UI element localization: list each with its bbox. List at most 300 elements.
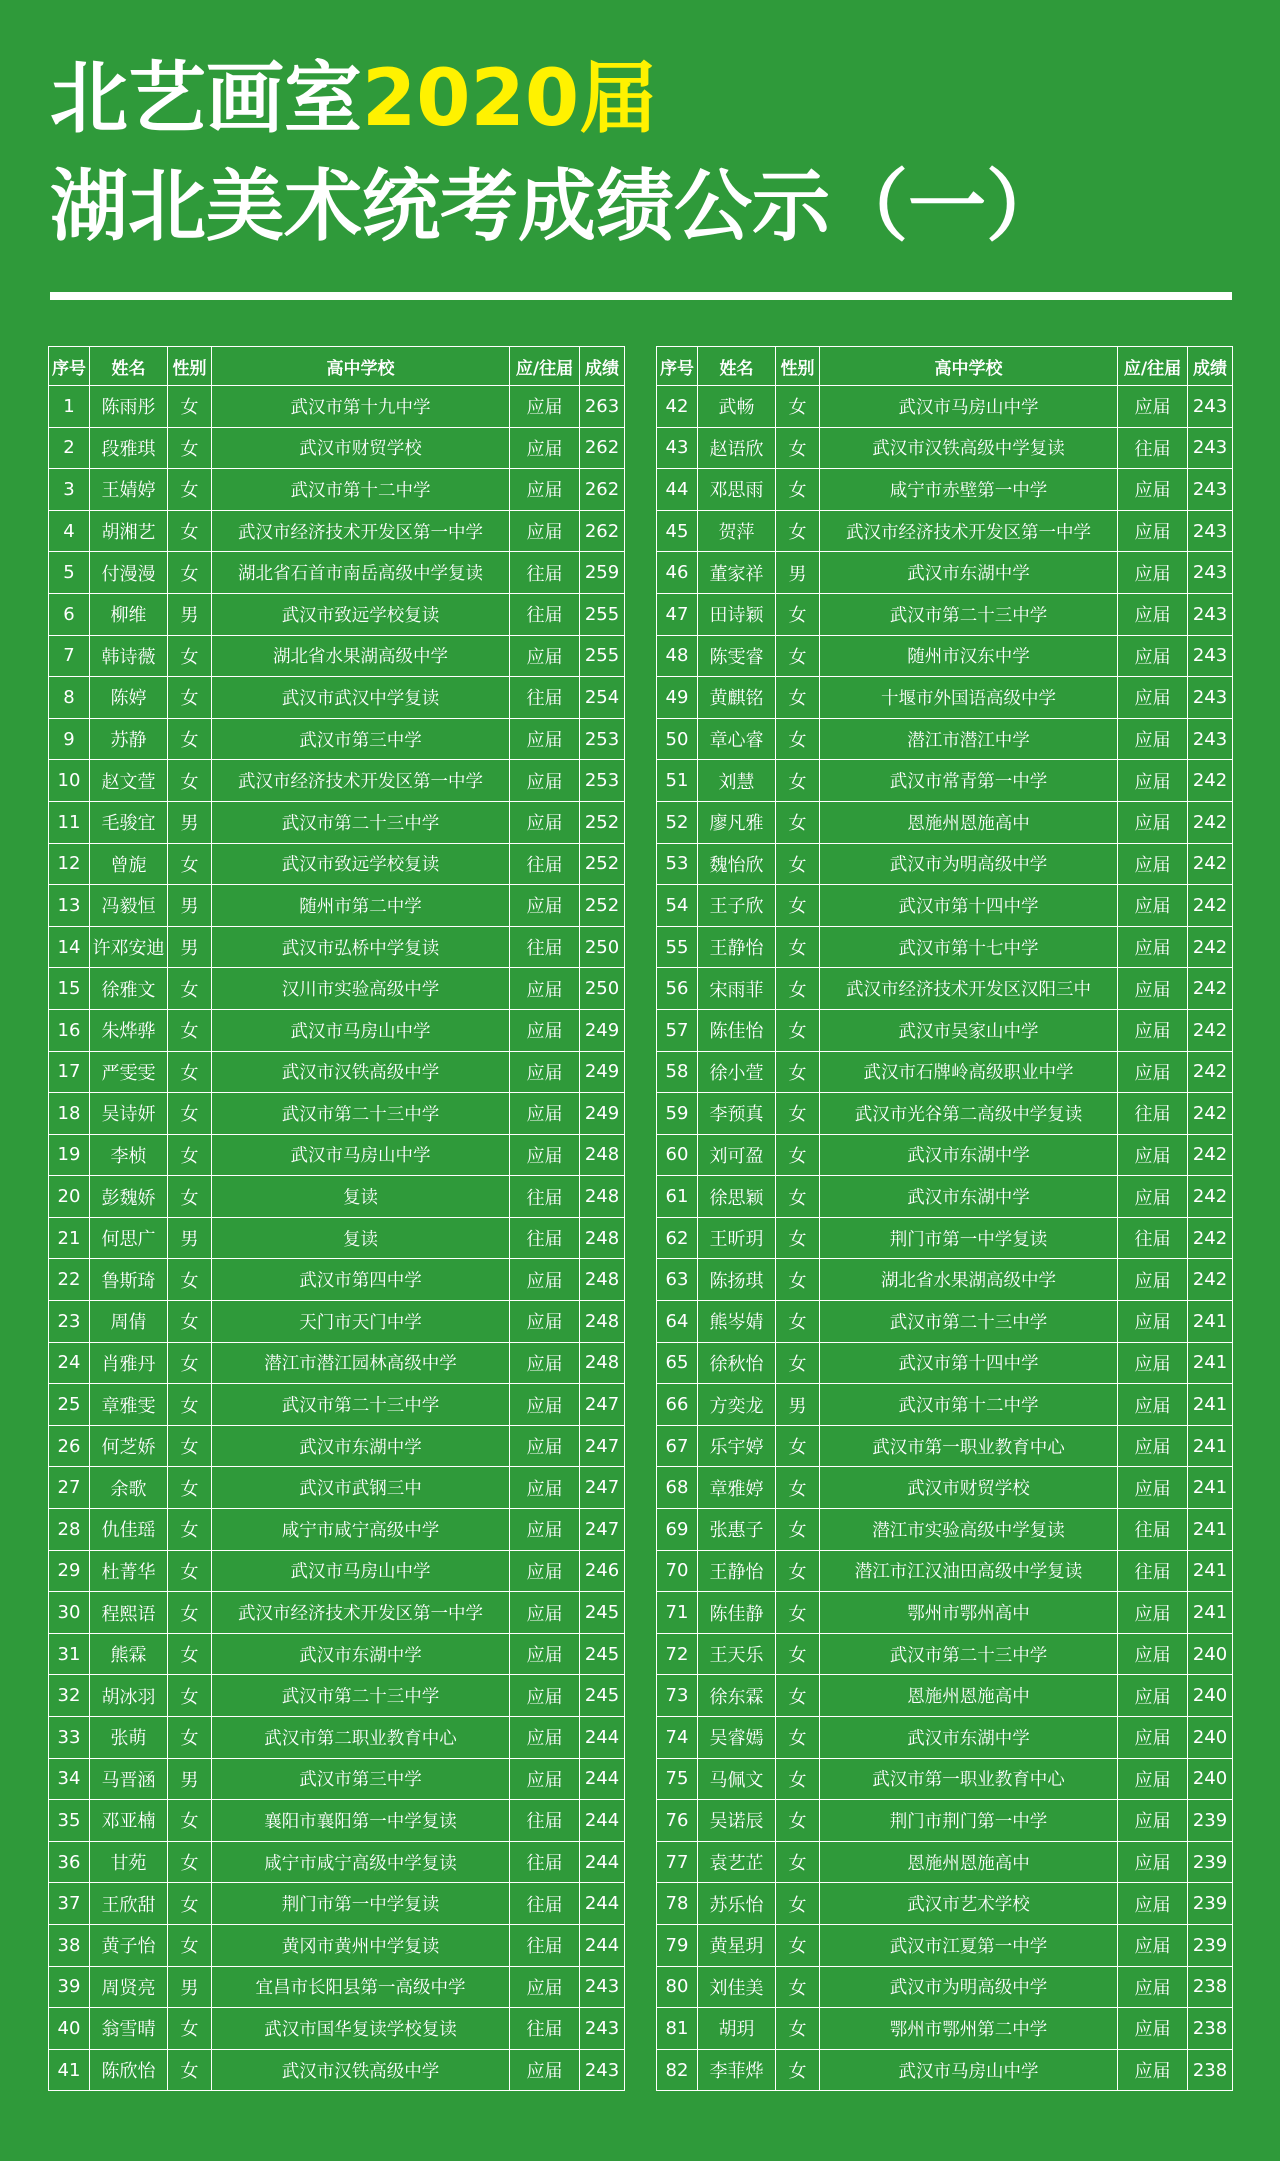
table-row <box>49 593 625 635</box>
high-school: 武汉市东湖中学 <box>820 1134 1118 1176</box>
student-name: 周倩 <box>90 1301 168 1343</box>
score: 240 <box>1188 1633 1233 1675</box>
score: 247 <box>580 1425 625 1467</box>
high-school: 武汉市第十四中学 <box>820 885 1118 927</box>
gender: 女 <box>776 593 820 635</box>
high-school: 恩施州恩施高中 <box>820 1675 1118 1717</box>
score: 243 <box>1188 635 1233 677</box>
title-studio: 北艺画室 <box>50 54 363 144</box>
header-school: 高中学校 <box>820 347 1118 386</box>
table-row <box>657 1550 1233 1592</box>
row-number: 3 <box>49 469 90 511</box>
student-name: 张萌 <box>90 1717 168 1759</box>
gender: 女 <box>168 1717 212 1759</box>
score: 242 <box>1188 1176 1233 1218</box>
graduate-type: 应届 <box>1118 1800 1188 1842</box>
table-row <box>49 1509 625 1551</box>
gender: 女 <box>168 1342 212 1384</box>
high-school: 武汉市第三中学 <box>212 1758 510 1800</box>
table-row <box>49 1717 625 1759</box>
high-school: 武汉市致远学校复读 <box>212 843 510 885</box>
graduate-type: 应届 <box>1118 1259 1188 1301</box>
high-school: 武汉市第十二中学 <box>212 469 510 511</box>
gender: 女 <box>168 1301 212 1343</box>
high-school: 武汉市第二十三中学 <box>212 1384 510 1426</box>
row-number: 82 <box>657 2049 698 2091</box>
gender: 女 <box>168 2049 212 2091</box>
graduate-type: 应届 <box>1118 1675 1188 1717</box>
table-row <box>657 1301 1233 1343</box>
table-row <box>657 2008 1233 2050</box>
score-table-left <box>48 346 625 2091</box>
row-number: 58 <box>657 1051 698 1093</box>
student-name: 袁艺芷 <box>698 1841 776 1883</box>
high-school: 武汉市经济技术开发区第一中学 <box>212 510 510 552</box>
high-school: 复读 <box>212 1217 510 1259</box>
high-school: 武汉市武汉中学复读 <box>212 677 510 719</box>
high-school: 武汉市东湖中学 <box>820 1717 1118 1759</box>
high-school: 十堰市外国语高级中学 <box>820 677 1118 719</box>
graduate-type: 应届 <box>510 1134 580 1176</box>
score: 242 <box>1188 885 1233 927</box>
graduate-type: 应届 <box>1118 1425 1188 1467</box>
score: 242 <box>1188 1217 1233 1259</box>
row-number: 35 <box>49 1800 90 1842</box>
high-school: 武汉市东湖中学 <box>212 1425 510 1467</box>
table-row <box>49 760 625 802</box>
gender: 男 <box>776 552 820 594</box>
high-school: 天门市天门中学 <box>212 1301 510 1343</box>
score: 244 <box>580 1800 625 1842</box>
student-name: 刘慧 <box>698 760 776 802</box>
score: 245 <box>580 1592 625 1634</box>
score: 248 <box>580 1342 625 1384</box>
gender: 男 <box>168 593 212 635</box>
score: 262 <box>580 510 625 552</box>
graduate-type: 应届 <box>510 1009 580 1051</box>
student-name: 朱烨骅 <box>90 1009 168 1051</box>
score: 249 <box>580 1009 625 1051</box>
graduate-type: 应届 <box>1118 760 1188 802</box>
gender: 女 <box>168 1675 212 1717</box>
score: 243 <box>1188 510 1233 552</box>
gender: 女 <box>776 469 820 511</box>
score: 247 <box>580 1384 625 1426</box>
table-row <box>657 1384 1233 1426</box>
graduate-type: 应届 <box>510 1550 580 1592</box>
gender: 男 <box>776 1384 820 1426</box>
score: 248 <box>580 1217 625 1259</box>
score: 263 <box>580 386 625 428</box>
student-name: 徐雅文 <box>90 968 168 1010</box>
row-number: 37 <box>49 1883 90 1925</box>
table-row <box>657 885 1233 927</box>
table-row <box>49 968 625 1010</box>
student-name: 付漫漫 <box>90 552 168 594</box>
title-divider <box>50 292 1232 300</box>
table-row <box>49 1550 625 1592</box>
header-name: 姓名 <box>698 347 776 386</box>
row-number: 33 <box>49 1717 90 1759</box>
high-school: 武汉市第二十三中学 <box>212 1675 510 1717</box>
high-school: 恩施州恩施高中 <box>820 1841 1118 1883</box>
high-school: 咸宁市赤壁第一中学 <box>820 469 1118 511</box>
row-number: 51 <box>657 760 698 802</box>
score: 239 <box>1188 1841 1233 1883</box>
table-row <box>49 635 625 677</box>
student-name: 苏乐怡 <box>698 1883 776 1925</box>
gender: 女 <box>168 1633 212 1675</box>
table-row <box>657 593 1233 635</box>
table-row <box>657 2049 1233 2091</box>
row-number: 61 <box>657 1176 698 1218</box>
student-name: 王静怡 <box>698 926 776 968</box>
high-school: 鄂州市鄂州高中 <box>820 1592 1118 1634</box>
student-name: 何芝娇 <box>90 1425 168 1467</box>
high-school: 武汉市马房山中学 <box>212 1134 510 1176</box>
gender: 女 <box>168 1509 212 1551</box>
graduate-type: 应届 <box>1118 1176 1188 1218</box>
graduate-type: 应届 <box>1118 1924 1188 1966</box>
high-school: 武汉市马房山中学 <box>212 1550 510 1592</box>
table-header-row <box>657 347 1233 386</box>
table-row <box>657 1134 1233 1176</box>
gender: 女 <box>776 843 820 885</box>
student-name: 王婧婷 <box>90 469 168 511</box>
header-number: 序号 <box>49 347 90 386</box>
header-score: 成绩 <box>580 347 625 386</box>
student-name: 宋雨菲 <box>698 968 776 1010</box>
score: 244 <box>580 1924 625 1966</box>
row-number: 50 <box>657 718 698 760</box>
student-name: 苏静 <box>90 718 168 760</box>
high-school: 荆门市第一中学复读 <box>820 1217 1118 1259</box>
student-name: 王静怡 <box>698 1550 776 1592</box>
gender: 女 <box>776 1342 820 1384</box>
graduate-type: 应届 <box>510 1758 580 1800</box>
graduate-type: 应届 <box>1118 1301 1188 1343</box>
row-number: 64 <box>657 1301 698 1343</box>
gender: 女 <box>168 635 212 677</box>
graduate-type: 应届 <box>510 1093 580 1135</box>
score: 242 <box>1188 1009 1233 1051</box>
high-school: 湖北省水果湖高级中学 <box>212 635 510 677</box>
table-row <box>49 1134 625 1176</box>
high-school: 武汉市经济技术开发区第一中学 <box>820 510 1118 552</box>
table-row <box>657 1217 1233 1259</box>
table-row <box>49 1966 625 2008</box>
graduate-type: 应届 <box>1118 469 1188 511</box>
score: 241 <box>1188 1592 1233 1634</box>
student-name: 鲁斯琦 <box>90 1259 168 1301</box>
high-school: 武汉市第三中学 <box>212 718 510 760</box>
high-school: 荆门市第一中学复读 <box>212 1883 510 1925</box>
gender: 男 <box>168 926 212 968</box>
row-number: 7 <box>49 635 90 677</box>
gender: 女 <box>168 510 212 552</box>
student-name: 吴诗妍 <box>90 1093 168 1135</box>
high-school: 武汉市经济技术开发区第一中学 <box>212 1592 510 1634</box>
row-number: 21 <box>49 1217 90 1259</box>
table-row <box>49 2049 625 2091</box>
row-number: 10 <box>49 760 90 802</box>
high-school: 武汉市马房山中学 <box>820 386 1118 428</box>
score: 241 <box>1188 1342 1233 1384</box>
student-name: 陈雨彤 <box>90 386 168 428</box>
graduate-type: 应届 <box>1118 801 1188 843</box>
score: 242 <box>1188 1093 1233 1135</box>
high-school: 湖北省石首市南岳高级中学复读 <box>212 552 510 594</box>
student-name: 武畅 <box>698 386 776 428</box>
score: 249 <box>580 1093 625 1135</box>
table-row <box>49 1301 625 1343</box>
gender: 女 <box>776 1009 820 1051</box>
row-number: 1 <box>49 386 90 428</box>
graduate-type: 应届 <box>510 1301 580 1343</box>
student-name: 廖凡雅 <box>698 801 776 843</box>
graduate-type: 应届 <box>1118 510 1188 552</box>
gender: 女 <box>168 1800 212 1842</box>
student-name: 黄麒铭 <box>698 677 776 719</box>
header-school: 高中学校 <box>212 347 510 386</box>
table-row <box>49 469 625 511</box>
high-school: 武汉市为明高级中学 <box>820 843 1118 885</box>
row-number: 59 <box>657 1093 698 1135</box>
student-name: 毛骏宜 <box>90 801 168 843</box>
student-name: 胡玥 <box>698 2008 776 2050</box>
row-number: 79 <box>657 1924 698 1966</box>
high-school: 随州市第二中学 <box>212 885 510 927</box>
student-name: 章心睿 <box>698 718 776 760</box>
table-row <box>657 469 1233 511</box>
graduate-type: 应届 <box>510 1342 580 1384</box>
student-name: 张惠子 <box>698 1509 776 1551</box>
graduate-type: 往届 <box>1118 1509 1188 1551</box>
row-number: 63 <box>657 1259 698 1301</box>
graduate-type: 应届 <box>1118 1051 1188 1093</box>
high-school: 武汉市财贸学校 <box>212 427 510 469</box>
graduate-type: 应届 <box>1118 1134 1188 1176</box>
gender: 女 <box>776 2008 820 2050</box>
score: 242 <box>1188 801 1233 843</box>
student-name: 韩诗薇 <box>90 635 168 677</box>
student-name: 陈婷 <box>90 677 168 719</box>
score: 243 <box>580 2008 625 2050</box>
gender: 男 <box>168 1217 212 1259</box>
score: 250 <box>580 968 625 1010</box>
row-number: 11 <box>49 801 90 843</box>
score: 238 <box>1188 2049 1233 2091</box>
high-school: 武汉市经济技术开发区汉阳三中 <box>820 968 1118 1010</box>
table-row <box>49 1384 625 1426</box>
gender: 女 <box>776 1467 820 1509</box>
table-row <box>657 635 1233 677</box>
score: 241 <box>1188 1301 1233 1343</box>
gender: 女 <box>168 427 212 469</box>
gender: 女 <box>168 1550 212 1592</box>
score: 252 <box>580 843 625 885</box>
score: 242 <box>1188 926 1233 968</box>
score-table-right <box>656 346 1233 2091</box>
table-row <box>49 1841 625 1883</box>
gender: 女 <box>168 2008 212 2050</box>
row-number: 27 <box>49 1467 90 1509</box>
gender: 男 <box>168 801 212 843</box>
student-name: 李菲烨 <box>698 2049 776 2091</box>
gender: 女 <box>168 1176 212 1218</box>
score: 243 <box>1188 469 1233 511</box>
student-name: 程熙语 <box>90 1592 168 1634</box>
graduate-type: 应届 <box>510 760 580 802</box>
row-number: 73 <box>657 1675 698 1717</box>
high-school: 武汉市第一职业教育中心 <box>820 1425 1118 1467</box>
score: 244 <box>580 1717 625 1759</box>
high-school: 随州市汉东中学 <box>820 635 1118 677</box>
graduate-type: 应届 <box>510 801 580 843</box>
table-row <box>657 1675 1233 1717</box>
gender: 女 <box>776 1717 820 1759</box>
graduate-type: 应届 <box>1118 1966 1188 2008</box>
title-year: 2020届 <box>362 54 658 144</box>
gender: 女 <box>168 1924 212 1966</box>
student-name: 胡湘艺 <box>90 510 168 552</box>
table-row <box>657 1009 1233 1051</box>
student-name: 刘佳美 <box>698 1966 776 2008</box>
row-number: 41 <box>49 2049 90 2091</box>
score: 242 <box>1188 1134 1233 1176</box>
row-number: 24 <box>49 1342 90 1384</box>
high-school: 武汉市汉铁高级中学 <box>212 1051 510 1093</box>
high-school: 武汉市第二十三中学 <box>820 1301 1118 1343</box>
gender: 女 <box>168 1592 212 1634</box>
student-name: 王子欣 <box>698 885 776 927</box>
row-number: 32 <box>49 1675 90 1717</box>
gender: 女 <box>776 1051 820 1093</box>
graduate-type: 往届 <box>510 1176 580 1218</box>
graduate-type: 应届 <box>1118 2008 1188 2050</box>
gender: 女 <box>168 1384 212 1426</box>
graduate-type: 应届 <box>510 885 580 927</box>
row-number: 54 <box>657 885 698 927</box>
graduate-type: 应届 <box>1118 885 1188 927</box>
table-row <box>657 1176 1233 1218</box>
student-name: 杜菁华 <box>90 1550 168 1592</box>
score: 244 <box>580 1883 625 1925</box>
row-number: 42 <box>657 386 698 428</box>
graduate-type: 应届 <box>510 2049 580 2091</box>
graduate-type: 应届 <box>510 718 580 760</box>
poster-title <box>50 54 1230 268</box>
table-row <box>657 510 1233 552</box>
graduate-type: 应届 <box>1118 552 1188 594</box>
score: 239 <box>1188 1883 1233 1925</box>
score: 242 <box>1188 1259 1233 1301</box>
row-number: 36 <box>49 1841 90 1883</box>
table-row <box>657 1342 1233 1384</box>
gender: 女 <box>776 1093 820 1135</box>
row-number: 28 <box>49 1509 90 1551</box>
row-number: 67 <box>657 1425 698 1467</box>
score: 247 <box>580 1467 625 1509</box>
row-number: 74 <box>657 1717 698 1759</box>
score: 242 <box>1188 760 1233 802</box>
student-name: 王天乐 <box>698 1633 776 1675</box>
student-name: 陈雯睿 <box>698 635 776 677</box>
row-number: 62 <box>657 1217 698 1259</box>
gender: 男 <box>168 1758 212 1800</box>
row-number: 9 <box>49 718 90 760</box>
gender: 女 <box>168 1009 212 1051</box>
high-school: 武汉市为明高级中学 <box>820 1966 1118 2008</box>
row-number: 52 <box>657 801 698 843</box>
score: 243 <box>1188 386 1233 428</box>
high-school: 咸宁市咸宁高级中学复读 <box>212 1841 510 1883</box>
high-school: 武汉市国华复读学校复读 <box>212 2008 510 2050</box>
gender: 女 <box>168 1051 212 1093</box>
graduate-type: 应届 <box>510 1675 580 1717</box>
table-row <box>657 1717 1233 1759</box>
row-number: 43 <box>657 427 698 469</box>
table-header-row <box>49 347 625 386</box>
row-number: 4 <box>49 510 90 552</box>
student-name: 方奕龙 <box>698 1384 776 1426</box>
score: 243 <box>580 2049 625 2091</box>
graduate-type: 应届 <box>510 1633 580 1675</box>
gender: 女 <box>776 1675 820 1717</box>
gender: 女 <box>776 1301 820 1343</box>
score: 249 <box>580 1051 625 1093</box>
row-number: 44 <box>657 469 698 511</box>
gender: 女 <box>776 510 820 552</box>
high-school: 武汉市致远学校复读 <box>212 593 510 635</box>
high-school: 武汉市经济技术开发区第一中学 <box>212 760 510 802</box>
score: 243 <box>1188 552 1233 594</box>
score-rows-left <box>49 386 625 2091</box>
student-name: 刘可盈 <box>698 1134 776 1176</box>
student-name: 黄子怡 <box>90 1924 168 1966</box>
gender: 女 <box>776 1217 820 1259</box>
score: 241 <box>1188 1467 1233 1509</box>
score: 241 <box>1188 1509 1233 1551</box>
gender: 女 <box>776 1924 820 1966</box>
graduate-type: 应届 <box>1118 843 1188 885</box>
row-number: 49 <box>657 677 698 719</box>
score: 244 <box>580 1758 625 1800</box>
table-row <box>657 801 1233 843</box>
high-school: 武汉市第二十三中学 <box>212 1093 510 1135</box>
student-name: 柳维 <box>90 593 168 635</box>
student-name: 曾旎 <box>90 843 168 885</box>
high-school: 武汉市汉铁高级中学复读 <box>820 427 1118 469</box>
gender: 男 <box>168 1966 212 2008</box>
graduate-type: 应届 <box>1118 677 1188 719</box>
graduate-type: 应届 <box>1118 1592 1188 1634</box>
score: 243 <box>580 1966 625 2008</box>
row-number: 66 <box>657 1384 698 1426</box>
table-row <box>49 1342 625 1384</box>
high-school: 潜江市江汉油田高级中学复读 <box>820 1550 1118 1592</box>
row-number: 47 <box>657 593 698 635</box>
high-school: 武汉市第十四中学 <box>820 1342 1118 1384</box>
high-school: 襄阳市襄阳第一中学复读 <box>212 1800 510 1842</box>
header-number: 序号 <box>657 347 698 386</box>
high-school: 武汉市第二职业教育中心 <box>212 1717 510 1759</box>
graduate-type: 应届 <box>510 1592 580 1634</box>
row-number: 76 <box>657 1800 698 1842</box>
graduate-type: 往届 <box>510 677 580 719</box>
row-number: 56 <box>657 968 698 1010</box>
gender: 女 <box>776 635 820 677</box>
